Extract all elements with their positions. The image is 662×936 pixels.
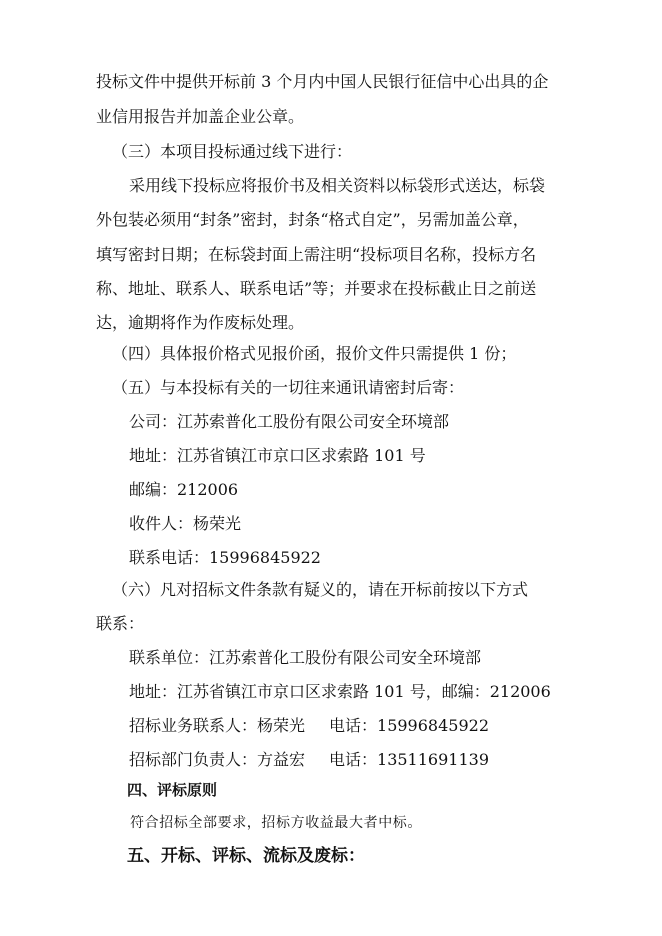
paragraph-line: 填写密封日期；在标袋封面上需注明“投标项目名称，投标方名 [96, 245, 537, 264]
paragraph-line: 业信用报告并加盖企业公章。 [96, 107, 305, 126]
item-3-heading: （三）本项目投标通过线下进行： [112, 142, 353, 161]
postcode-line: 邮编：212006 [129, 480, 239, 499]
biz-contact-phone: 电话：15996845922 [329, 716, 489, 735]
phone-line: 联系电话：15996845922 [129, 548, 321, 567]
item-6-line: 联系： [96, 614, 145, 633]
dept-head-phone: 电话：13511691139 [329, 750, 489, 769]
item-6-line: （六）凡对招标文件条款有疑义的，请在开标前按以下方式 [112, 580, 529, 599]
address-line: 地址：江苏省镇江市京口区求索路 101 号 [129, 446, 426, 465]
paragraph-line: 达，逾期将作为作废标处理。 [96, 313, 305, 332]
item-5: （五）与本投标有关的一切往来通讯请密封后寄： [112, 378, 465, 397]
dept-head-line [129, 750, 489, 770]
biz-contact-name: 招标业务联系人：杨荣光 [129, 716, 306, 735]
company-line: 公司：江苏索普化工股份有限公司安全环境部 [129, 412, 450, 431]
paragraph-line: 采用线下投标应将报价书及相关资料以标袋形式送达，标袋 [129, 176, 546, 195]
contact-address-line: 地址：江苏省镇江市京口区求索路 101 号，邮编：212006 [129, 682, 551, 701]
dept-head-name: 招标部门负责人：方益宏 [129, 750, 306, 769]
contact-unit-line: 联系单位：江苏索普化工股份有限公司安全环境部 [129, 648, 482, 667]
paragraph-line: 外包装必须用“封条”密封，封条“格式自定”，另需加盖公章， [96, 210, 529, 229]
section-4-text: 符合招标全部要求，招标方收益最大者中标。 [130, 815, 422, 831]
section-5-title: 五、开标、评标、流标及废标： [127, 846, 365, 866]
paragraph-line: 称、地址、联系人、联系电话”等；并要求在投标截止日之前送 [96, 279, 537, 298]
item-4: （四）具体报价格式见报价函，报价文件只需提供 1 份； [112, 344, 517, 363]
section-4-title: 四、评标原则 [127, 781, 218, 799]
paragraph-line: 投标文件中提供开标前 3 个月内中国人民银行征信中心出具的企 [96, 72, 549, 91]
biz-contact-line [129, 716, 489, 736]
recipient-line: 收件人：杨荣光 [129, 514, 242, 533]
